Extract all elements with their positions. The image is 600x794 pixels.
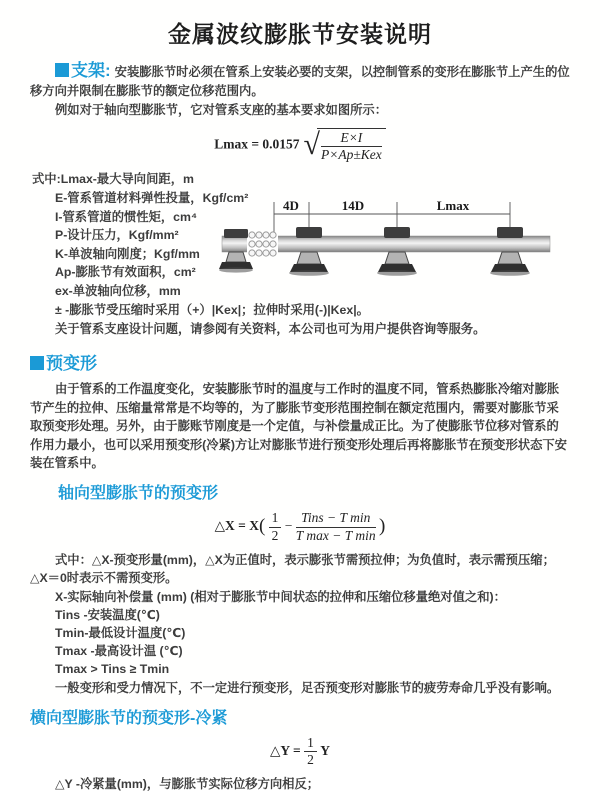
lateral-subheading: 横向型膨胀节的预变形-冷紧 — [30, 709, 228, 727]
square-root-symbol: √ — [303, 128, 321, 162]
var-line: ± -膨胀节受压缩时采用（+）|Kex|；拉伸时采用(-)|Kex|。 — [55, 302, 369, 317]
formula-dx-half: $\frac{1}{2}$ — [269, 511, 282, 542]
pipe-support-diagram — [222, 196, 572, 296]
var-line: Ap-膨胀节有效面积，cm² — [55, 265, 196, 280]
support-heading-label: 支架: — [71, 61, 111, 80]
lateral-note-text: △Y -冷紧量(mm)，与膨胀节实际位移方向相反； — [55, 777, 320, 792]
axial-subheading: 轴向型膨胀节的预变形 — [58, 485, 219, 503]
list-item: Tmax -最高设计温 (℃) — [55, 644, 183, 659]
blue-square-icon — [55, 63, 69, 77]
list-item: Tmax > Tins ≥ Tmin — [55, 662, 170, 677]
var-line: ex-单波轴向位移，mm — [55, 283, 181, 298]
formula-dy-lhs: △Y = — [270, 742, 301, 758]
formula-dx-temp-ratio: $\frac{\text{Tins − T min}}{\text{T max − T min}}$ — [295, 510, 376, 543]
formula-lmax — [30, 128, 570, 162]
open-paren: ( — [258, 516, 266, 538]
list-item: X-实际轴向补偿量 (mm) (相对于膨胀节中间状态的拉伸和压缩位移量绝对值之和)： — [55, 589, 506, 604]
close-paren: ) — [379, 516, 386, 538]
var-line: 式中:Lmax-最大导向间距，m — [32, 172, 194, 187]
var-line: K-单波轴向刚度；Kgf/mm — [55, 246, 200, 261]
formula-dx-lhs: △X = X — [214, 518, 259, 534]
bellows-icon — [247, 232, 278, 256]
axial-explain-text: 式中：△X-预变形量(mm)，△X为正值时，表示膨张节需预拉伸；为负值时，表示需预压缩；△X＝0时表示不需预变形。 — [30, 552, 555, 586]
section-heading-preform — [30, 349, 570, 374]
formula-dy-half: $\frac{1}{2}$ — [304, 736, 317, 767]
support-example-text: 例如对于轴向型膨胀节，它对管系支座的基本要求如图所示： — [55, 103, 388, 117]
support-intro-text: 安装膨胀节时必须在管系上安装必要的支架，以控制管系的变形在膨胀节上产生的位移方向并限制在膨胀节的额定位移范围内。 — [30, 65, 570, 98]
formula-lmax-lhs: Lmax = 0.0157 — [214, 136, 300, 152]
preform-heading-label: 预变形 — [46, 354, 97, 374]
var-line: I-管系管道的惯性矩，cm⁴ — [55, 209, 198, 224]
preform-body-text: 由于管系的工作温度变化，安装膨胀节时的温度与工作时的温度不同，管系热膨胀冷缩对膨胀节产生的拉伸、压缩量常常是不均等的，为了膨胀节变形范围控制在额定范围内，需要对膨胀节采取预变形处理。另外，由于膨账节刚度是一个定值，与补偿量成正比。为了使膨胀节位移对管系的作用力最小，也可以采用预变形(冷紧)方让对膨胀节进行预变形处理后再将膨胀节在预变形状态下安装在管系中。 — [30, 382, 567, 470]
support-intro-paragraph — [30, 61, 570, 101]
axial-note-text: 一般变形和受力情况下，不一定进行预变形，足否预变形对膨胀节的疲劳寿命几乎没有影响。 — [55, 680, 560, 695]
var-line: E-管系管道材料弹性投量，Kgf/cm² — [55, 190, 249, 205]
dim-label-4d: 4D — [283, 198, 299, 214]
minus-sign: − — [284, 518, 293, 534]
formula-axial-preform — [30, 511, 570, 542]
formula-dy-rhs: Y — [320, 742, 330, 758]
dim-label-lmax: Lmax — [436, 198, 470, 214]
formula-lmax-radicand — [317, 128, 386, 162]
var-line: P-设计压力，Kgf/mm² — [55, 228, 179, 243]
dim-label-14d: 14D — [341, 198, 365, 214]
list-item: Tmin-最低设计温度(℃) — [55, 625, 186, 640]
support-note-text: 关于管系支座设计问题，请参阅有关资料，本公司也可为用户提供咨询等服务。 — [55, 322, 486, 337]
axial-variable-list — [30, 588, 570, 679]
list-item: Tins -安装温度(℃) — [55, 607, 160, 622]
blue-square-icon — [30, 356, 44, 370]
section-heading-support — [55, 61, 111, 80]
page-title: 金属波纹膨胀节安装说明 — [168, 21, 432, 47]
formula-lmax-denominator: P×Ap±Kex — [321, 147, 382, 163]
formula-lateral-coldpull — [30, 736, 570, 767]
formula-variables-block — [30, 170, 570, 320]
formula-lmax-numerator: E×I — [321, 131, 382, 147]
